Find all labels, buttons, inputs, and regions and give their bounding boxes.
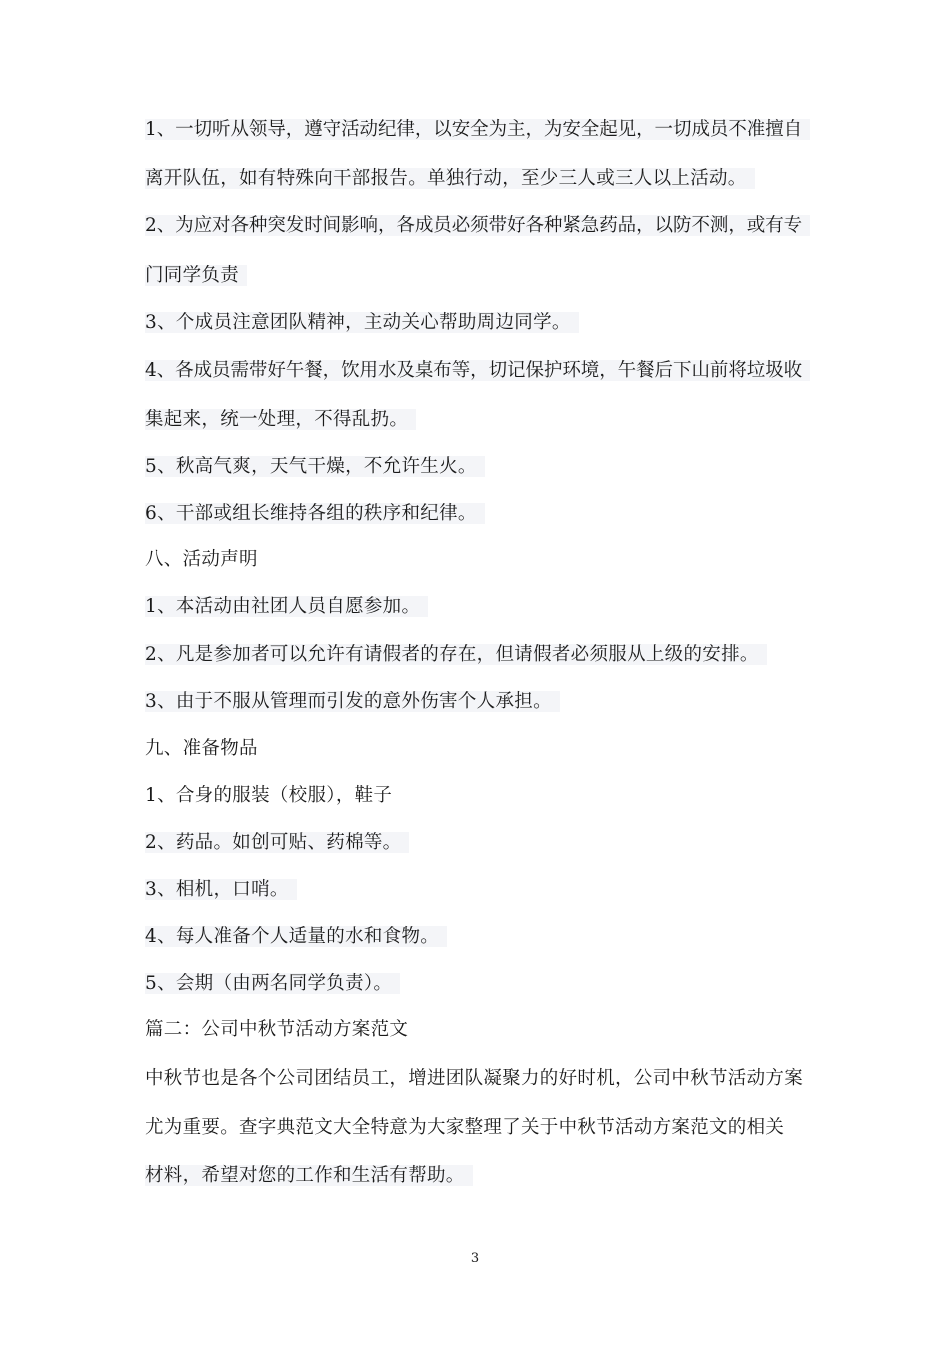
section-heading-text: 九、准备物品 (145, 738, 258, 759)
text-run: 2、药品。如创可贴、药棉等。 (145, 832, 409, 853)
text-run: 尤为重要。查字典范文大全特意为大家整理了关于中秋节活动方案范文的相关 (145, 1117, 785, 1138)
text-line (145, 500, 485, 528)
text-run: 2、凡是参加者可以允许有请假者的存在，但请假者必须服从上级的安排。 (145, 644, 767, 665)
text-run: 3、相机，口哨。 (145, 879, 297, 900)
text-line (145, 357, 810, 385)
section-heading-text: 篇二：公司中秋节活动方案范文 (145, 1019, 409, 1040)
page-number: 3 (470, 1251, 480, 1266)
text-run: 1、本活动由社团人员自愿参加。 (145, 596, 428, 617)
text-line (145, 782, 392, 810)
text-run: 4、每人准备个人适量的水和食物。 (145, 926, 447, 947)
section-heading-text: 八、活动声明 (145, 549, 258, 570)
text-line (145, 829, 409, 857)
text-line (145, 116, 810, 144)
text-run: 中秋节也是各个公司团结员工，增进团队凝聚力的好时机，公司中秋节活动方案 (145, 1068, 804, 1089)
text-line (145, 970, 400, 998)
text-run: 集起来，统一处理，不得乱扔。 (145, 409, 416, 430)
text-line (145, 876, 297, 904)
text-line (145, 1162, 473, 1190)
text-run: 3、个成员注意团队精神，主动关心帮助周边同学。 (145, 312, 579, 333)
text-line (145, 165, 755, 193)
text-line (145, 406, 416, 434)
text-run: 2、为应对各种突发时间影响，各成员必须带好各种紧急药品，以防不测，或有专 (145, 215, 810, 236)
text-line (145, 593, 428, 621)
text-line (145, 212, 810, 240)
text-line (145, 453, 485, 481)
text-run: 3、由于不服从管理而引发的意外伤害个人承担。 (145, 691, 560, 712)
text-line (145, 641, 767, 669)
text-run: 4、各成员需带好午餐，饮用水及桌布等，切记保护环境，午餐后下山前将垃圾收 (145, 360, 810, 381)
text-run: 离开队伍，如有特殊向干部报告。单独行动，至少三人或三人以上活动。 (145, 168, 755, 189)
text-run: 材料，希望对您的工作和生活有帮助。 (145, 1165, 473, 1186)
text-run: 6、干部或组长维持各组的秩序和纪律。 (145, 503, 485, 524)
section-heading (145, 735, 258, 763)
text-line (145, 923, 447, 951)
text-run: 门同学负责 (145, 265, 247, 286)
section-heading (145, 546, 258, 574)
text-line (145, 309, 579, 337)
section-heading (145, 1016, 408, 1044)
text-run: 1、一切听从领导，遵守活动纪律，以安全为主，为安全起见，一切成员不准擅自 (145, 119, 810, 140)
text-line (145, 262, 247, 290)
text-line (145, 688, 560, 716)
text-line (145, 1114, 784, 1142)
text-line (145, 1065, 803, 1093)
text-run: 5、会期（由两名同学负责）。 (145, 973, 400, 994)
text-run: 1、合身的服装（校服），鞋子 (145, 785, 393, 806)
text-run: 5、秋高气爽，天气干燥，不允许生火。 (145, 456, 485, 477)
